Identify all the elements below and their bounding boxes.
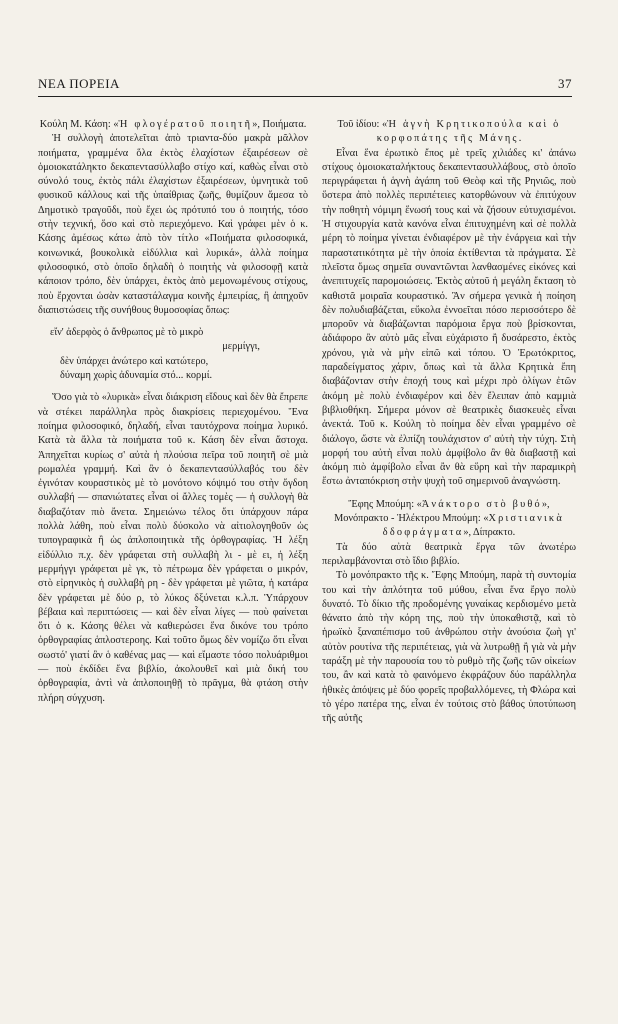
play-title: Ἀνάκτορο στὸ βυθό	[421, 498, 542, 510]
header-rule	[38, 96, 572, 97]
review-paragraph: Τὰ δύο αὐτὰ θεατρικὰ ἔργα τῶν ἀνωτέρω περιλαμβάνονται στὸ ἴδιο βιβλίο.	[322, 541, 576, 567]
book-title: Ἡ φλογέρατοῦ ποιητῆ	[118, 119, 253, 130]
journal-title: ΝΕΑ ΠΟΡΕΙΑ	[38, 76, 120, 91]
verse-quote	[38, 326, 308, 383]
review-paragraph: Ἡ συλλογὴ ἀποτελεῖται ἀπὸ τριαντα-δύο μακρὰ μᾶλλον ποιήματα, γραμμένα ὅλα ἐκτὸς ἐλαχίστων ἐξαιρέσεων σὲ ὁμοιοκατάληκτο δεκαπεντασύλλαβο στίχο καί, καθὼς εἶναι στὸ σύνολό τους, ἐκτὸς πάλι ἐλαχίστων ἐξαιρέσεων, ὑμνητικὰ τοῦ φυσικοῦ κάλλους καὶ τῆς ὑπαίθριας ζωῆς, θυμίζουν ἄμεσα τὸ Δημοτικὸ τραγοῦδι, ποὺ ἔχει ὡς πρότυπό του ὁ ποιητής, τόσο στὴν τεχνική, ὅσο καὶ στὸ περιεχόμενο. Καὶ γράφει μὲν ὁ κ. Κάσης ἀμέσως κάτω ἀπὸ τὸν τίτλο «Ποιήματα φιλοσοφικά, κοινωνικά, βουκολικὰ εἰδύλλια καὶ λυρικά», ἀλλὰ ποίημα φιλοσοφικό, στὸ ὁποῖο δηλαδὴ ὁ ποιητὴς νὰ φιλοσοφῇ κατὰ κάποιον τρόπο, δὲν ὑπάρχει, ἐκτὸς ἀπὸ μεμονωμένους στίχους, ποὺ ἔρχονται ὡσὰν καταστάλαγμα κοινῆς ἐμπειρίας, ἢ ἀπηχοῦν διαπιστώσεις τῆς συνήθους θυμοσοφίας ὅπως:	[38, 133, 308, 316]
left-column	[38, 118, 308, 706]
verse-line: εἴν' ἀδερφὸς ὁ ἄνθρωπος μὲ τὸ μικρὸ	[50, 327, 204, 339]
review-paragraph: Ὅσο γιὰ τὸ «λυρικὰ» εἶναι διάκριση εἴδους καὶ δὲν θὰ ἔπρεπε νὰ στέκει παράλληλα πρὸς διακρίσεις περιεχομένου. Ἕνα ποίημα φιλοσοφικό, δηλαδή, εἶναι ταυτόχρονα ποίημα λυρικό. Κατὰ τὰ ἄλλα τὰ ποιήματα τοῦ κ. Κάση δὲν εἶναι ἄστοχα. Ἀπηχεῖται κυρίως σ' αὐτὰ ἡ πλούσια πεῖρα τοῦ ποιητῆ σὲ μιὰ ρωμαλέα γραμμή. Καὶ ἂν ὁ δεκαπεντασύλλαβός του δὲν ἐγινόταν κουραστικὸς μὲ τὸ μονότονο κόψιμό του στὴν ὄγδοη συλλαβή — σπανιώτατες εἶναι οἱ ἄλλες τομὲς — ἡ συλλογὴ θὰ διαβαζόταν πιὸ ἄνετα. Σημειώνω τέλος ὅτι ὑπάρχουν πάρα πολλὰ λάθη, ποὺ εἶναι πολὺ δύσκολο νὰ αἰτιολογηθοῦν ὡς τυπογραφικὰ ἢ ὡς ἀπλοποιητικὰ τῆς ὀρθογραφίας. Ἡ λέξη εἰδύλλιο π.χ. δὲν γράφεται στὴ συλλαβὴ λι - μὲ ει, ἡ λέξη μερμήγγι γράφεται μὲ γκ, τὸ πέτρωμα δὲν γράφεται ο μικρόν, στὸ εἰρηνικὸς ἡ συλλαβὴ ρη - δὲν γράφεται μὲ γιῶτα, ἡ κατάρα δὲν γράφεται μὲ δύο ρ, τὸ λύκος δξύνεται κ.λ.π. Ὑπάρχουν βέβαια καὶ περιπτώσεις — καὶ δὲν εἶναι λίγες — ποὺ φαίνεται ὅτι ὁ κ. Κάσης θέλει νὰ καθιερώσει ἕνα δικόνε του τρόπο ὀρθογραφίας ἁπλοστεροης. Καὶ τοῦτο ὅμως δὲν νομίζω ὅτι εἶναι σωστό' γιατί ἂν ὁ καθένας μας — καὶ εἴμαστε τόσο πολυάριθμοι — ποὺ ἐκδίδει ἕνα βιβλίο, ἀκολουθεῖ καὶ μιὰ δική του ὀρθογραφία, ἀντὶ νὰ ἁπλοποιηθῇ τὸ πρᾶγμα, θὰ φτάση στὴν πλήρη σύγχυση.	[38, 392, 308, 704]
review-paragraph: Εἶναι ἕνα ἐρωτικὸ ἔπος μὲ τρεῖς χιλιάδες κι' ἀπάνω στίχους ὁμοιοκαταλήκτους δεκαπεντασυλλάβους, στὸ ὁποῖο περιγράφεται ἡ ἁγνὴ ἀγάπη τοῦ Θεὸφ καὶ τῆς Ρηνιῶς, ποὺ ὕστερα ἀπὸ πολλὲς περιπέτειες κατορθώνουν νὰ ἐπιτύχουν τὴν ποθητὴ νόμιμη ἕνωσή τους καὶ νὰ ζήσουν εὐτυχισμένοι. Ἡ στιχουργία κατὰ κανόνα εἶναι ἐπιτυχημένη καὶ σὲ πολλὰ μέρη τὸ ποίημα γίνεται ἐνδιαφέρον μὲ τὴν ἐνάργεια καὶ τὴν παραστατικότητα μὲ τὴν ὁποία ἐκτίθενται τὰ πράγματα. Σὲ πλεῖστα ὅμως σημεῖα συναντῶνται λανθασμένες εἰκόνες καὶ ἀνεπιτυχεῖς παρομοιώσεις. Ἐκτὸς αὐτοῦ ἡ μεγάλη ἔκταση τὸ καθιστᾶ μοιραῖα κουραστικό. Ἂν σήμερα γενικὰ ἡ ποίηση δὲν πολυδιαβάζεται, εὔκολα ἐννοεῖται πόσο περισσότερο δὲ μποροῦν νὰ διαβάζωνται παρόμοια ἔργα ποὺ βρίσκονται, ἀδιάφορο ἂν αὐτὸ μᾶς εἶναι εὐχάριστο ἢ δυσάρεστο, ἐκτὸς χρόνου, γιὰ νὰ μὴν εἰπῶ καὶ τόπου. Ὁ Ἐρωτόκριτος, παραδείγματος χάριν, ὅπως καὶ τὰ ἄλλα Κρητικὰ ἔπη διαβάζονταν στὴν ἐποχή τους καὶ μέχρι πρὸ ὀλίγων ἐτῶν ἀκόμη μὲ πολὺ ἐνδιαφέρον καὶ δὲν ἔλειπαν ἀπὸ καμμιὰ βιβλιοθήκη. Σήμερα μόνον σὲ θεατρικὲς διασκευὲς εἶναι ἀνεκτά. Τοῦ κ. Κούλη τὸ ποίημα δὲν εἶναι γραμμένο σὲ διάλογο, ὥστε νὰ ἐλπίζη τουλάχιστον σ' αὐτὴ τὴν τύχη. Στὴ μορφή του αὐτὴ εἶναι πολὺ ἀμφίβολο ἂν θὰ διαβαστῇ καὶ ἀκόμη πιὸ ἀμφίβολο εἶναι ἂν θὰ εὕρη καὶ τὴν παραμικρὴ ἔστω ἀνταπόκριση στὴν ψυχὴ τοῦ σημερινοῦ ἀναγνώστη.	[322, 147, 576, 488]
page-number: 37	[558, 76, 572, 91]
play-title: Χριστιανικὰ δδοφράγματα	[382, 513, 564, 539]
verse-line: μερμίγγι,	[222, 341, 260, 353]
book-title: Ἡ ἁγνὴ Κρητικοπούλα καὶ ὁ κορφοπάτης τῆς Μάνης	[376, 119, 561, 145]
verse-line: δύναμη χωρὶς ἀδυναμία στό... κορμί.	[60, 370, 213, 382]
running-header	[38, 76, 572, 96]
review-heading-kritikopoula: Τοῦ ἰδίου: «Ἡ ἁγνὴ Κρητικοπούλα καὶ ὁ κορφοπάτης τῆς Μάνης.	[337, 119, 561, 145]
review-heading-kasi: Κούλη Μ. Κάση: «Ἡ φλογέρατοῦ ποιητῆ», Ποιήματα.	[39, 119, 307, 130]
review-heading-boumi: Ἔφης Μπούμη: «Ἀνάκτορο στὸ βυθό», Μονόπρακτο - Ἠλέκτρου Μπούμη: «Χριστιανικὰ δδοφράγματα», Δίπρακτο.	[334, 498, 564, 539]
review-paragraph: Τὸ μονόπρακτο τῆς κ. Ἔφης Μπούμη, παρὰ τὴ συντομία του καὶ τὴν ἁπλότητα τοῦ μύθου, εἶναι ἕνα ἔργο πολὺ δυνατό. Τὸ δίκιο τῆς προδομένης γυναίκας κερδισμένο μετὰ θάνατο ἀπὸ τὴν κόρη της, ποὺ τὴν ὑποκαθιστᾷ, καὶ τὸ ἡρωϊκὸ ξαναπέπισμο τοῦ ἀνθρώπου στὴν ἀνούσια ζωὴ γι' αὐτὸν ρουτίνα τῆς περιπέτειας, γιὰ νὰ λυτρωθῇ ἢ γιὰ νὰ μὴν ταράξη μὲ τὴν παρουσία του τὸ ρυθμὸ τῆς ζωῆς τῶν οἰκείων του, ἂν καὶ κατὰ τὸ φαινόμενο ἐκφράζουν δύο παράλληλα ἠθικὲς ἀπόψεις μὲ δύο φορεῖς προβαλλόμενες, τὴ Φλώρα καὶ τὸ γέρο πατέρα της, εἶναι ἐν τούτοις στὸ βάθος ὑποτύπωση τῆς αὐτῆς	[322, 570, 576, 725]
verse-line: δὲν ὑπάρχει ἀνώτερο καὶ κατώτερο,	[60, 355, 209, 367]
right-column	[322, 118, 576, 726]
